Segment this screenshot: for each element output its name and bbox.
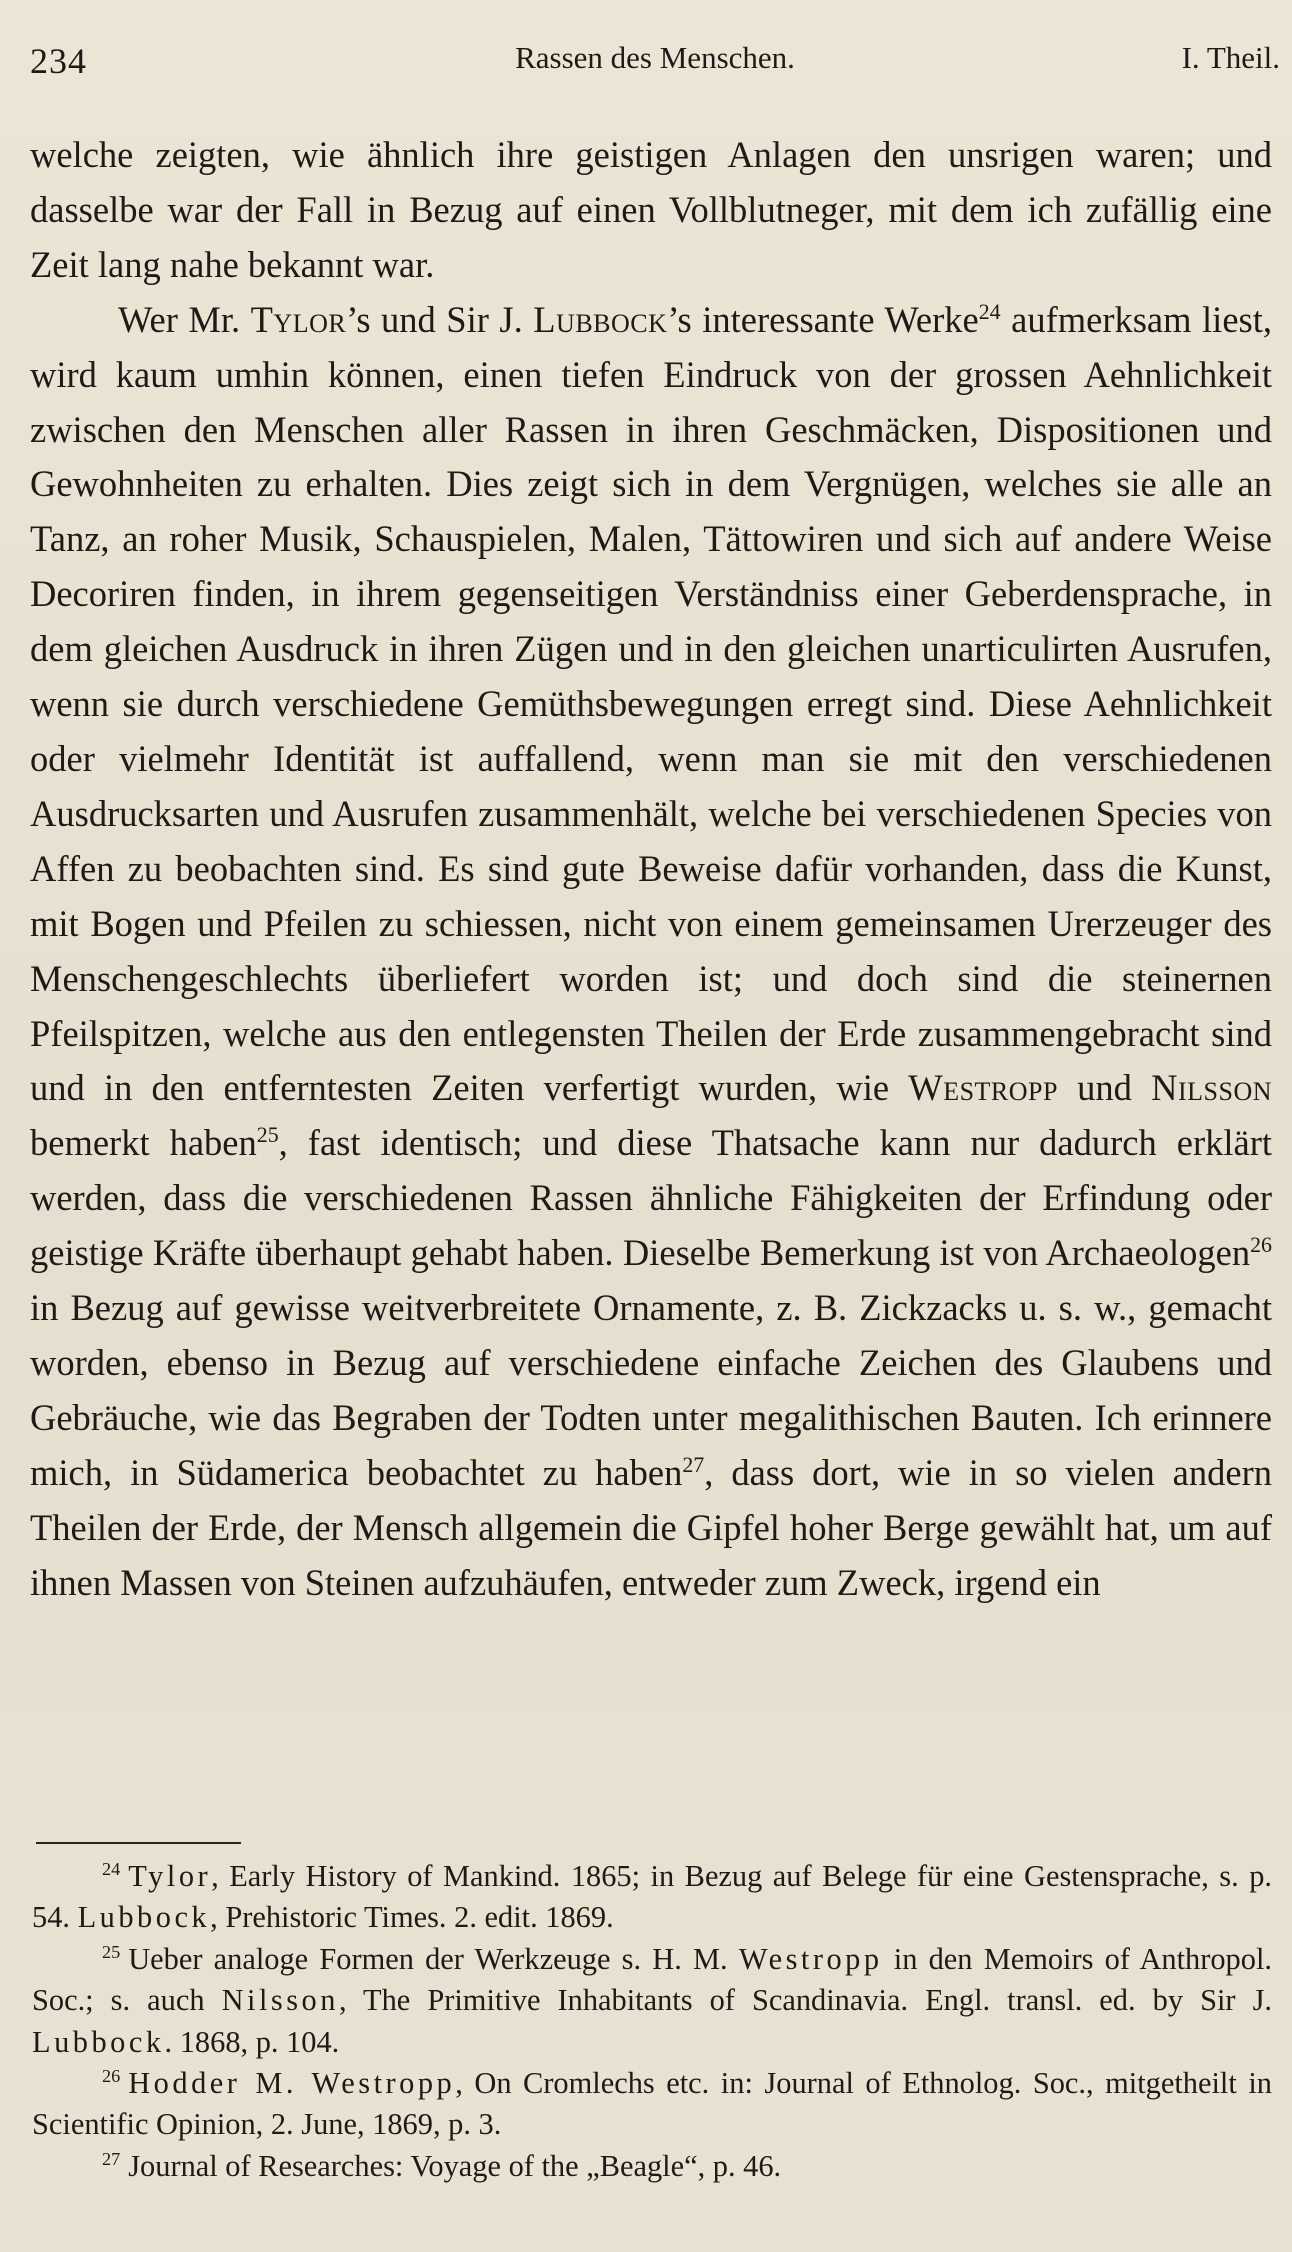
author-name: Nilsson xyxy=(1151,1067,1272,1109)
footnote-number: 24 xyxy=(102,1858,121,1879)
footnote-text: , Prehistoric Times. 2. edit. 1869. xyxy=(210,1900,614,1935)
part-label: I. Theil. xyxy=(1181,40,1280,75)
text-run: , dass dort, wie in so vielen andern Theilen der Erde, der Mensch allgemein die Gipfel hoher Berge gewählt hat, um auf ihnen Massen von Steinen aufzuhäufen, entweder zum Zweck, irgend ein xyxy=(30,1451,1272,1603)
footnote-27 xyxy=(32,2146,1272,2187)
page-header xyxy=(30,40,1280,90)
footnote-text: Journal of Researches: Voyage of the „Beagle“, p. 46. xyxy=(128,2148,782,2183)
text-run: bemerkt haben xyxy=(30,1122,257,1164)
footnote-number: 25 xyxy=(102,1941,121,1962)
text-run: aufmerksam liest, wird kaum umhin können, einen tiefen Eindruck von der grossen Aehnlichkeit zwischen den Menschen aller Rassen in ihren Geschmäcken, Dispositionen und Gewohnheiten zu erhalten. Dies zeigt sich in dem Vergnügen, welches sie alle an Tanz, an roher Musik, Schauspielen, Malen, Tättowiren und sich auf andere Weise Decoriren finden, in ihrem gegenseitigen Verständniss einer Geberdensprache, in dem gleichen Ausdruck in ihren Zügen und in den gleichen unarticulirten Ausrufen, wenn sie durch verschiedene Gemüthsbewegungen erregt sind. Diese Aehnlichkeit oder vielmehr Identität ist auffallend, wenn man sie mit den verschiedenen Ausdrucksarten und Ausrufen zusammenhält, welche bei verschiedenen Species von Affen zu beobachten sind. Es sind gute Beweise dafür vorhanden, dass die Kunst, mit Bogen und Pfeilen zu schiessen, nicht von einem gemeinsamen Urerzeuger des Menschengeschlechts überliefert worden ist; und doch sind die steinernen Pfeilspitzen, welche aus den entlegensten Theilen der Erde zusammengebracht sind und in den entferntesten Zeiten verfertigt wurden, wie xyxy=(30,298,1272,1109)
footnote-text: in den Memoirs of Anthropol. Soc.; s. auch xyxy=(32,1941,1272,2018)
footnote-text: , The Primitive Inhabitants of Scandinavia. Engl. transl. ed. by Sir J. xyxy=(338,1983,1273,2018)
footnote-number: 26 xyxy=(102,2065,121,2086)
footnote-25 xyxy=(32,1939,1272,2063)
footnote-author: Tylor xyxy=(128,1859,212,1893)
author-name: Lubbock xyxy=(533,298,668,340)
footnote-text: Ueber analoge Formen der Werkzeuge s. H. M. xyxy=(128,1941,739,1976)
footnote-author: Nilsson xyxy=(221,1983,339,2018)
footnote-ref-26: 26 xyxy=(1250,1231,1272,1257)
footnote-ref-24: 24 xyxy=(978,298,1001,324)
footnote-text: . 1868, p. 104. xyxy=(164,2024,340,2059)
author-name: Westropp xyxy=(908,1067,1058,1109)
footnote-author: Lubbock xyxy=(77,1900,211,1935)
footnotes xyxy=(32,1856,1272,2187)
footnote-26 xyxy=(32,2063,1272,2146)
text-run: ’s und Sir J. xyxy=(346,298,534,340)
paragraph-1: welche zeigten, wie ähnlich ihre geistigen Anlagen den unsrigen waren; und dasselbe war der Fall in Bezug auf einen Vollblutneger, mit dem ich zufällig eine Zeit lang nahe bekannt war. xyxy=(30,134,1272,285)
paragraph-2 xyxy=(30,293,1272,1611)
footnote-text: , On Cromlechs etc. in: Journal of Ethnolog. Soc., mitgetheilt in Scientific Opinion, 2. June, 1869, p. 3. xyxy=(32,2066,1272,2142)
footnote-ref-25: 25 xyxy=(256,1122,279,1148)
footnote-divider xyxy=(36,1842,241,1844)
text-run: in Bezug auf gewisse weitverbreitete Ornamente, z. B. Zickzacks u. s. w., gemacht worden, ebenso in Bezug auf verschiedene einfache Zeichen des Glaubens und Gebräuche, wie das Begraben der Todten unter megalithischen Bauten. Ich erinnere mich, in Südamerica beobachtet zu haben xyxy=(30,1287,1272,1493)
footnote-24 xyxy=(32,1856,1272,1939)
footnote-number: 27 xyxy=(102,2148,121,2169)
footnote-text: , Early History of Mankind. 1865; in Bezug auf Belege für eine Gestensprache, s. p. 54. xyxy=(32,1859,1272,1935)
text-run: Wer Mr. xyxy=(118,298,251,340)
text-run: , fast identisch; und diese Thatsache kann nur dadurch erklärt werden, dass die verschiedenen Rassen ähnliche Fähigkeiten der Erfindung oder geistige Kräfte überhaupt gehabt haben. Dieselbe Bemerkung ist von Archaeologen xyxy=(30,1122,1272,1274)
text-run: ’s interessante Werke xyxy=(667,298,979,340)
footnote-ref-27: 27 xyxy=(682,1451,705,1477)
footnote-author: Westropp xyxy=(738,1941,883,1976)
footnote-author: Hodder M. Westropp xyxy=(128,2066,456,2101)
footnote-author: Lubbock xyxy=(32,2024,165,2059)
author-name: Tylor xyxy=(250,298,347,340)
running-title: Rassen des Menschen. xyxy=(515,40,795,75)
page-number: 234 xyxy=(30,41,87,81)
text-run: und xyxy=(1057,1067,1152,1109)
main-text xyxy=(30,128,1272,1610)
